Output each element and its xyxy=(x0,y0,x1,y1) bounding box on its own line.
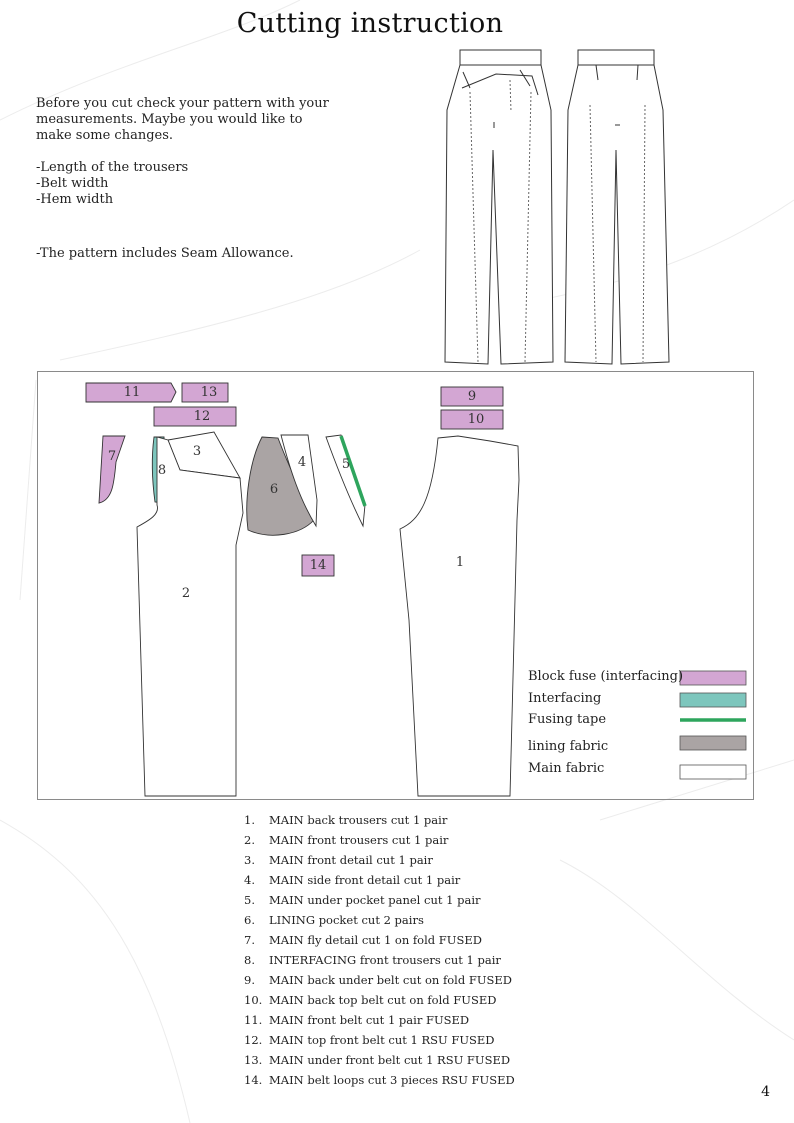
list-item: 8. INTERFACING front trousers cut 1 pair xyxy=(244,953,501,967)
list-item: 13. MAIN under front belt cut 1 RSU FUSED xyxy=(244,1053,511,1067)
list-item: 1. MAIN back trousers cut 1 pair xyxy=(244,813,448,827)
parts-list xyxy=(244,810,584,1090)
list-item: 14. MAIN belt loops cut 3 pieces RSU FUSED xyxy=(244,1073,515,1087)
list-item: 11. MAIN front belt cut 1 pair FUSED xyxy=(244,1013,470,1027)
list-item: 9. MAIN back under belt cut on fold FUSED xyxy=(244,973,513,987)
piece-label-4: 4 xyxy=(297,455,307,470)
list-item: 10. MAIN back top belt cut on fold FUSED xyxy=(244,993,497,1007)
list-item: 6. LINING pocket cut 2 pairs xyxy=(244,913,424,927)
list-item: 12. MAIN top front belt cut 1 RSU FUSED xyxy=(244,1033,495,1047)
piece-label-7: 7 xyxy=(107,449,117,464)
legend-label-main-fabric: Main fabric xyxy=(528,761,605,776)
piece-label-12: 12 xyxy=(193,409,211,424)
legend-label-fusing-tape: Fusing tape xyxy=(528,712,607,727)
piece-label-5: 5 xyxy=(341,457,351,472)
legend-label-block-fuse: Block fuse (interfacing) xyxy=(528,669,684,684)
piece-label-1: 1 xyxy=(455,555,465,570)
piece-1-back-trousers xyxy=(400,436,519,796)
page-title: Cutting instruction xyxy=(236,8,504,39)
legend-swatch-interfacing xyxy=(680,693,746,707)
check-length: -Length of the trousers xyxy=(36,160,189,175)
piece-label-14: 14 xyxy=(309,558,327,573)
list-item: 2. MAIN front trousers cut 1 pair xyxy=(244,833,449,847)
intro-paragraph: Before you cut check your pattern with your measurements. Maybe you would like to make some changes. xyxy=(36,96,329,143)
legend-swatch-block-fuse xyxy=(680,671,746,685)
legend-label-interfacing: Interfacing xyxy=(528,691,602,706)
list-item: 5. MAIN under pocket panel cut 1 pair xyxy=(244,893,481,907)
piece-label-10: 10 xyxy=(467,412,485,427)
legend-label-lining: lining fabric xyxy=(528,739,609,754)
list-item: 7. MAIN fly detail cut 1 on fold FUSED xyxy=(244,933,482,947)
list-item: 4. MAIN side front detail cut 1 pair xyxy=(244,873,461,887)
piece-label-13: 13 xyxy=(200,385,218,400)
piece-label-8: 8 xyxy=(157,463,167,478)
piece-label-3: 3 xyxy=(192,444,202,459)
piece-label-11: 11 xyxy=(123,385,141,400)
legend-swatch-lining xyxy=(680,736,746,750)
check-belt-width: -Belt width xyxy=(36,176,109,191)
list-item: 3. MAIN front detail cut 1 pair xyxy=(244,853,433,867)
legend-swatch-main-fabric xyxy=(680,765,746,779)
piece-7-fly-detail xyxy=(99,436,125,503)
seam-allowance-note: -The pattern includes Seam Allowance. xyxy=(36,246,294,261)
piece-label-6: 6 xyxy=(269,482,279,497)
piece-2-front-trousers xyxy=(137,437,243,796)
page-number: 4 xyxy=(761,1084,770,1100)
piece-label-2: 2 xyxy=(181,586,191,601)
check-hem-width: -Hem width xyxy=(36,192,114,207)
piece-label-9: 9 xyxy=(467,389,477,404)
